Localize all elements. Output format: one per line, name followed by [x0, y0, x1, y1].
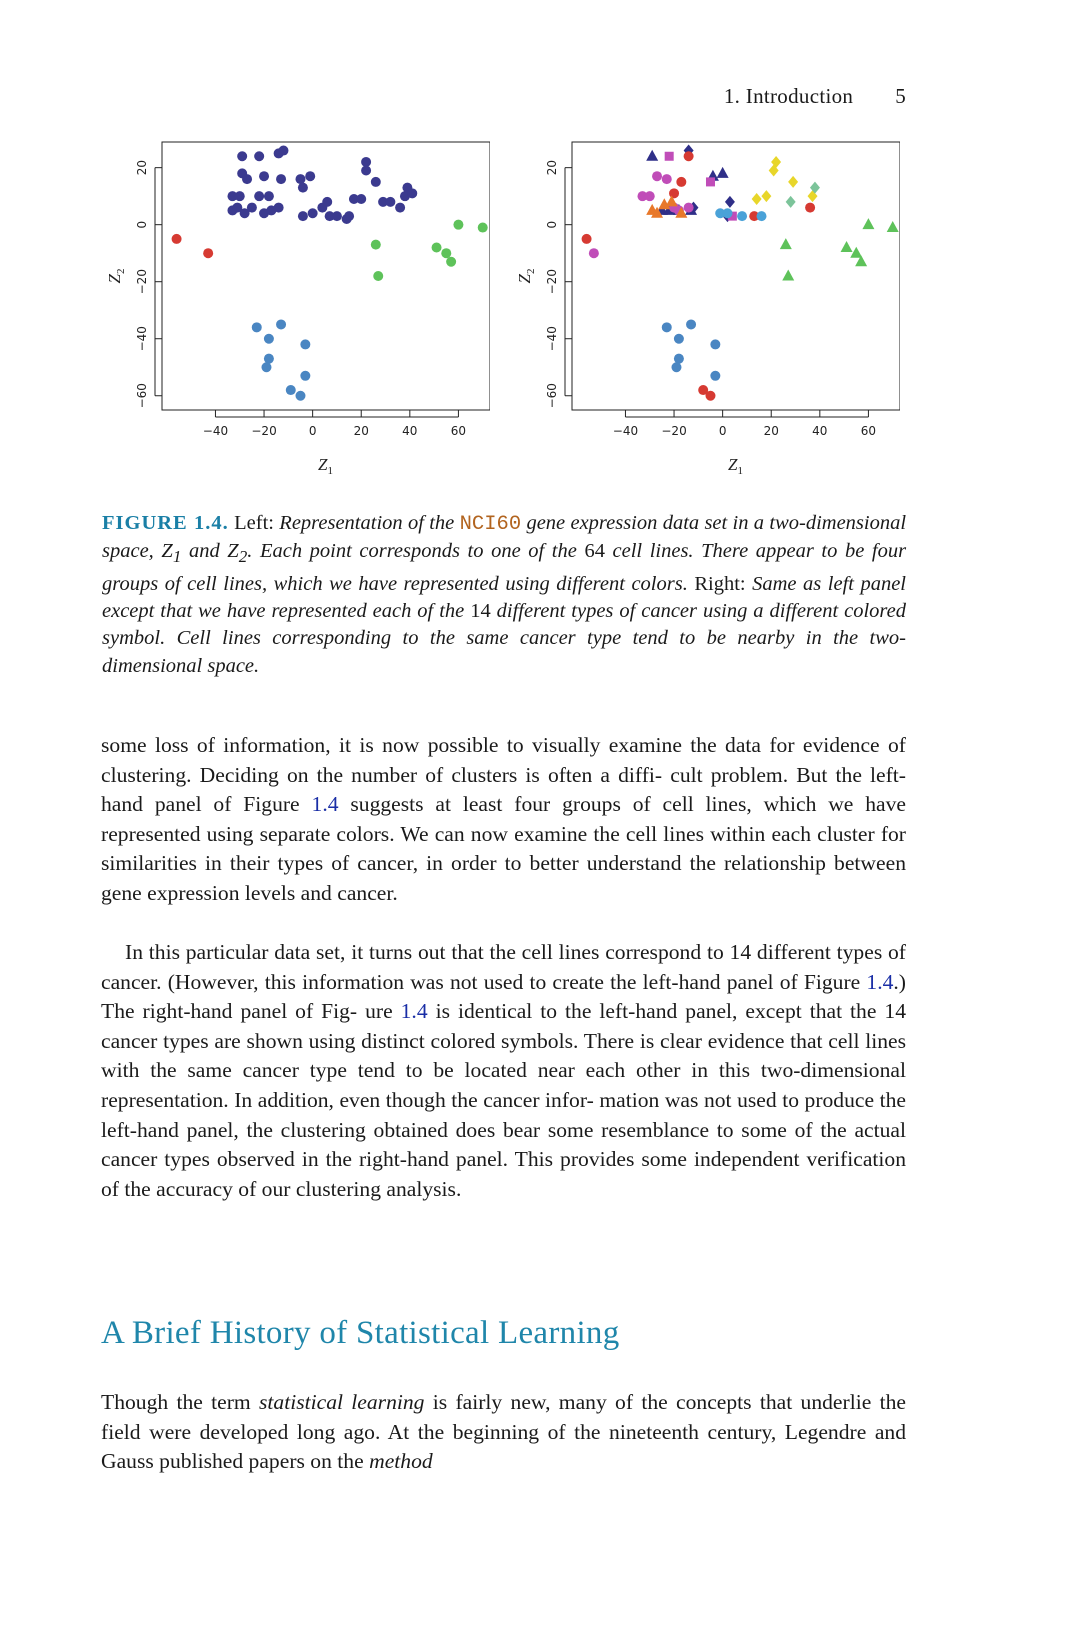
- x-tick-label: −40: [612, 424, 639, 438]
- cluster-steel-blue-point: [264, 354, 274, 364]
- cluster-steel-blue-point: [261, 362, 271, 372]
- z1-letter: Z: [161, 540, 173, 563]
- cluster-dark-blue-point: [298, 211, 308, 221]
- x-tick-label: −40: [202, 424, 229, 438]
- cluster-dark-blue-point: [237, 151, 247, 161]
- paragraph-text: In this particular data set, it turns out that the cell lines correspond to 14 different types of cancer. (However, this information was not used to create the left-hand panel of Figure: [101, 940, 906, 994]
- z1-subscript: 1: [172, 547, 182, 567]
- x-axis-label-sub: 1: [327, 465, 333, 477]
- paragraph-cancer-types: [101, 938, 906, 1204]
- figure-1-4: [90, 132, 920, 502]
- caption-number: 64: [584, 540, 605, 563]
- steel-blue-circle-point: [674, 334, 684, 344]
- green-triangle-point: [887, 221, 899, 232]
- figure-caption: [102, 510, 906, 680]
- cluster-steel-blue-point: [300, 339, 310, 349]
- yellow-diamond-point: [788, 176, 798, 188]
- cluster-green-point: [371, 240, 381, 250]
- page-number: 5: [895, 84, 906, 108]
- navy-triangle-point: [717, 167, 729, 178]
- cluster-dark-blue-point: [305, 171, 315, 181]
- z2-subscript: 2: [238, 547, 248, 567]
- light-blue-circle-point: [722, 208, 732, 218]
- magenta-square-point: [665, 152, 674, 161]
- cluster-dark-blue-point: [308, 208, 318, 218]
- cluster-green-point: [432, 242, 442, 252]
- y-tick-label: −40: [135, 326, 149, 352]
- cluster-dark-blue-point: [298, 183, 308, 193]
- steel-blue-circle-point: [710, 339, 720, 349]
- cluster-dark-blue-point: [276, 174, 286, 184]
- caption-text: Representation of the: [279, 512, 455, 534]
- navy-triangle-point: [646, 150, 658, 161]
- green-triangle-point: [841, 241, 853, 252]
- paragraph-text: is fairly new, many of the concepts that underlie the field were developed long ago. At the beginning of the nineteenth century, Legendre and Gauss published papers on the: [101, 1390, 906, 1474]
- cluster-dark-blue-point: [371, 177, 381, 187]
- x-tick-label: 0: [718, 424, 727, 438]
- cluster-steel-blue-point: [252, 322, 262, 332]
- caption-text: Same as left panel except that we have represented each of the: [102, 572, 907, 622]
- cluster-green-point: [441, 248, 451, 258]
- green-triangle-point: [780, 238, 792, 249]
- red-circle-point: [805, 203, 815, 213]
- cluster-dark-blue-point: [264, 191, 274, 201]
- steel-blue-circle-point: [686, 319, 696, 329]
- magenta-circle-point: [645, 191, 655, 201]
- x-axis-label: $Z_1$: [318, 455, 333, 477]
- x-tick-label: 20: [763, 424, 779, 438]
- cluster-dark-blue-point: [395, 203, 405, 213]
- cluster-dark-blue-point: [259, 171, 269, 181]
- x-tick-label: −20: [661, 424, 687, 438]
- y-axis-label-sub: 2: [525, 268, 537, 275]
- caption-right-label: Right:: [694, 572, 746, 595]
- y-axis-label: $Z_2$: [105, 268, 127, 284]
- cluster-green-point: [478, 223, 488, 233]
- cluster-green-point: [453, 220, 463, 230]
- green-triangle-point: [850, 247, 862, 258]
- figure-link[interactable]: 1.4: [311, 792, 339, 817]
- cluster-steel-blue-point: [300, 371, 310, 381]
- caption-number: 14: [470, 599, 491, 622]
- paragraph-clustering: [101, 731, 906, 909]
- light-blue-circle-point: [757, 211, 767, 221]
- plot-frame: [572, 142, 900, 410]
- z2-symbol: [227, 540, 248, 567]
- x-axis-label-sub: 1: [737, 465, 743, 477]
- cluster-steel-blue-point: [276, 319, 286, 329]
- y-tick-label: 0: [545, 220, 559, 229]
- running-head: [724, 84, 906, 109]
- cluster-dark-blue-point: [235, 191, 245, 201]
- red-circle-point: [705, 391, 715, 401]
- y-tick-label: −20: [135, 269, 149, 295]
- navy-diamond-point: [725, 196, 735, 208]
- figure-label: FIGURE 1.4.: [102, 512, 229, 534]
- paragraph-text: Though the term: [101, 1390, 251, 1414]
- red-circle-point: [582, 234, 592, 244]
- red-circle-point: [684, 151, 694, 161]
- y-tick-label: 20: [545, 160, 559, 176]
- y-axis-label: $Z_2$: [515, 268, 537, 284]
- emphasis-text: statistical learning: [259, 1390, 425, 1414]
- plot-frame: [162, 142, 490, 410]
- x-tick-label: 20: [353, 424, 369, 438]
- magenta-circle-point: [589, 248, 599, 258]
- cluster-dark-blue-point: [361, 166, 371, 176]
- y-tick-label: 20: [135, 160, 149, 176]
- cluster-dark-blue-point: [242, 174, 252, 184]
- red-circle-point: [676, 177, 686, 187]
- magenta-circle-point: [662, 174, 672, 184]
- cluster-dark-blue-point: [254, 191, 264, 201]
- caption-text: different types of cancer using a different colored symbol. Cell lines corresponding to the same cancer type tend to be nearby in the two-dimensional space.: [102, 599, 906, 677]
- red-circle-point: [669, 188, 679, 198]
- x-tick-label: 0: [308, 424, 317, 438]
- x-axis-label: $Z_1$: [728, 455, 743, 477]
- steel-blue-circle-point: [662, 322, 672, 332]
- cluster-dark-blue-point: [247, 203, 257, 213]
- paragraph-text: is identical to the left-hand panel, except that the 14 cancer types are shown using distinct colored symbols. There is clear evidence that cell lines with the same cancer type tend to be located near each other in this two-dimensional representation. In addition, even though the cancer infor- mation was not used to produce the left-hand panel, the clustering obtained does bear some resemblance to some of the actual cancer types observed in the right-hand panel. This provides some independent verification of the accuracy of our clustering analysis.: [101, 999, 906, 1201]
- caption-text: . Each point corresponds to one of the: [247, 540, 577, 563]
- z1-symbol: [161, 540, 182, 567]
- cluster-dark-blue-point: [361, 157, 371, 167]
- y-tick-label: −20: [545, 269, 559, 295]
- y-tick-label: 0: [135, 220, 149, 229]
- caption-text: and: [188, 540, 220, 563]
- steel-blue-circle-point: [671, 362, 681, 372]
- z2-letter: Z: [227, 540, 239, 563]
- x-tick-label: 40: [402, 424, 418, 438]
- light-blue-circle-point: [737, 211, 747, 221]
- teal-diamond-point: [786, 196, 796, 208]
- steel-blue-circle-point: [674, 354, 684, 364]
- x-tick-label: −20: [251, 424, 277, 438]
- paragraph-text: some loss of information, it is now possible to visually examine the data for evidence of clustering. Deciding on the number of clusters is often a diffi- cult problem. But the left-hand panel of Figure: [101, 733, 906, 817]
- cluster-green-point: [373, 271, 383, 281]
- figure-link[interactable]: 1.4: [400, 999, 428, 1024]
- cluster-dark-blue-point: [332, 211, 342, 221]
- cluster-dark-blue-point: [356, 194, 366, 204]
- cluster-dark-blue-point: [278, 146, 288, 156]
- x-tick-label: 40: [812, 424, 828, 438]
- cluster-green-point: [446, 257, 456, 267]
- cluster-dark-blue-point: [407, 188, 417, 198]
- right-scatter-plot: [500, 132, 900, 502]
- y-tick-label: −40: [545, 326, 559, 352]
- magenta-circle-point: [684, 203, 694, 213]
- green-triangle-point: [862, 218, 874, 229]
- cluster-dark-blue-point: [322, 197, 332, 207]
- paragraph-text: suggests at least four groups of cell lines, which we have represented using separate colors. We can now examine the cell lines within each cluster for similarities in their types of cancer, in order to better understand the relationship between gene expression levels and cancer.: [101, 792, 906, 905]
- y-axis-label-sub: 2: [115, 268, 127, 275]
- cluster-dark-blue-point: [385, 197, 395, 207]
- cluster-dark-blue-point: [344, 211, 354, 221]
- paragraph-text: .) The right-hand panel of Fig- ure: [101, 969, 906, 1024]
- cluster-steel-blue-point: [286, 385, 296, 395]
- cluster-dark-blue-point: [254, 151, 264, 161]
- section-name: 1. Introduction: [723, 84, 854, 108]
- caption-left-label: Left:: [234, 512, 274, 534]
- y-tick-label: −60: [135, 383, 149, 409]
- cluster-dark-blue-point: [274, 203, 284, 213]
- cluster-steel-blue-point: [264, 334, 274, 344]
- magenta-circle-point: [652, 171, 662, 181]
- cluster-steel-blue-point: [295, 391, 305, 401]
- caption-text: cell lines. There appear to be four groups of cell lines, which we have represented using different colors.: [102, 540, 907, 595]
- yellow-diamond-point: [752, 193, 762, 205]
- emphasis-text: method: [369, 1449, 433, 1474]
- x-tick-label: 60: [860, 424, 877, 438]
- steel-blue-circle-point: [710, 371, 720, 381]
- y-tick-label: −60: [545, 383, 559, 409]
- paragraph-history: [101, 1388, 906, 1477]
- caption-text: gene expression data set in a two-dimensional space,: [102, 512, 907, 563]
- figure-link[interactable]: 1.4: [866, 969, 894, 994]
- magenta-square-point: [706, 177, 715, 186]
- yellow-diamond-point: [761, 190, 771, 202]
- green-triangle-point: [782, 270, 794, 281]
- dataset-name: NCI60: [459, 513, 522, 536]
- cluster-red-point: [172, 234, 182, 244]
- section-heading: A Brief History of Statistical Learning: [101, 1315, 620, 1351]
- left-scatter-plot: [90, 132, 490, 502]
- x-tick-label: 60: [450, 424, 467, 438]
- cluster-red-point: [203, 248, 213, 258]
- cluster-dark-blue-point: [295, 174, 305, 184]
